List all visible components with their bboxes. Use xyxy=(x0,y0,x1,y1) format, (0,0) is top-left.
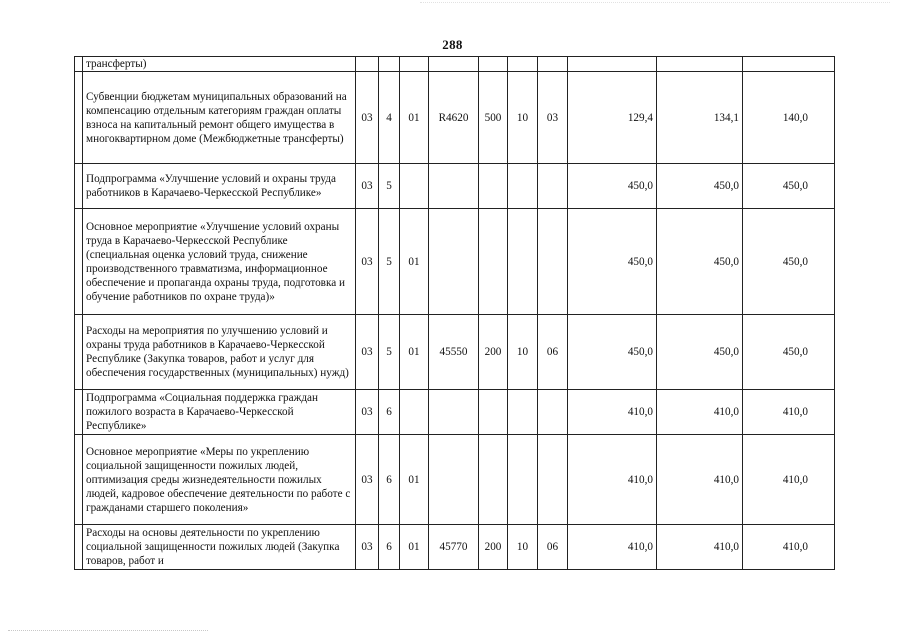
code-pr xyxy=(538,209,568,315)
code-vr xyxy=(479,164,508,209)
code-vr xyxy=(479,57,508,72)
row-index-cell xyxy=(75,72,83,164)
scan-artifact xyxy=(8,630,208,633)
amount-year-1: 410,0 xyxy=(568,390,657,435)
amount-year-2: 134,1 xyxy=(657,72,743,164)
budget-table xyxy=(74,56,835,570)
table-row xyxy=(75,525,835,570)
row-index-cell xyxy=(75,315,83,390)
code-direction xyxy=(429,164,479,209)
code-direction xyxy=(429,209,479,315)
amount-year-1: 450,0 xyxy=(568,315,657,390)
code-vr: 500 xyxy=(479,72,508,164)
row-name: Субвенции бюджетам муниципальных образований на компенсацию отдельным категориям граждан оплаты взноса на капитальный ремонт общего имущества в многоквартирном доме (Межбюджетные трансферты) xyxy=(83,72,356,164)
code-gp: 03 xyxy=(356,72,379,164)
row-index-cell xyxy=(75,525,83,570)
code-pp: 6 xyxy=(379,390,400,435)
amount-year-1: 410,0 xyxy=(568,525,657,570)
amount-year-3: 450,0 xyxy=(743,209,835,315)
table-row xyxy=(75,435,835,525)
code-rz xyxy=(508,390,538,435)
code-pp xyxy=(379,57,400,72)
amount-year-1 xyxy=(568,57,657,72)
amount-year-2: 410,0 xyxy=(657,525,743,570)
row-name: Подпрограмма «Социальная поддержка граждан пожилого возраста в Карачаево-Черкесской Республике» xyxy=(83,390,356,435)
code-pr xyxy=(538,390,568,435)
table-row xyxy=(75,390,835,435)
row-name: Подпрограмма «Улучшение условий и охраны труда работников в Карачаево-Черкесской Республике» xyxy=(83,164,356,209)
code-gp: 03 xyxy=(356,390,379,435)
code-om: 01 xyxy=(400,525,429,570)
table-row xyxy=(75,315,835,390)
amount-year-3: 410,0 xyxy=(743,390,835,435)
code-rz xyxy=(508,57,538,72)
code-pp: 6 xyxy=(379,435,400,525)
row-index-cell xyxy=(75,209,83,315)
code-om: 01 xyxy=(400,72,429,164)
code-vr: 200 xyxy=(479,315,508,390)
code-gp: 03 xyxy=(356,315,379,390)
amount-year-3: 140,0 xyxy=(743,72,835,164)
row-name: трансферты) xyxy=(83,57,356,72)
table-row xyxy=(75,209,835,315)
amount-year-1: 450,0 xyxy=(568,209,657,315)
code-om xyxy=(400,164,429,209)
code-pp: 4 xyxy=(379,72,400,164)
page-number: 288 xyxy=(442,37,463,52)
code-rz xyxy=(508,209,538,315)
amount-year-2: 410,0 xyxy=(657,390,743,435)
row-name: Основное мероприятие «Улучшение условий охраны труда в Карачаево-Черкесской Республике (специальная оценка условий труда, снижение производственного травматизма, информационное обеспечение и пропаганда охраны труда, подготовка и обучение работников по охране труда)» xyxy=(83,209,356,315)
code-gp: 03 xyxy=(356,164,379,209)
code-pp: 5 xyxy=(379,209,400,315)
code-direction: 45550 xyxy=(429,315,479,390)
code-vr xyxy=(479,435,508,525)
row-index-cell xyxy=(75,435,83,525)
code-vr: 200 xyxy=(479,525,508,570)
code-gp: 03 xyxy=(356,525,379,570)
amount-year-2: 450,0 xyxy=(657,164,743,209)
amount-year-1: 410,0 xyxy=(568,435,657,525)
amount-year-2: 450,0 xyxy=(657,209,743,315)
amount-year-2: 410,0 xyxy=(657,435,743,525)
code-pr xyxy=(538,164,568,209)
table-row xyxy=(75,164,835,209)
code-vr xyxy=(479,390,508,435)
amount-year-3 xyxy=(743,57,835,72)
code-rz xyxy=(508,164,538,209)
code-pr: 03 xyxy=(538,72,568,164)
table-row xyxy=(75,72,835,164)
row-index-cell xyxy=(75,57,83,72)
code-direction: R4620 xyxy=(429,72,479,164)
row-index-cell xyxy=(75,164,83,209)
code-rz: 10 xyxy=(508,315,538,390)
code-direction xyxy=(429,57,479,72)
code-vr xyxy=(479,209,508,315)
code-rz: 10 xyxy=(508,525,538,570)
code-pr xyxy=(538,57,568,72)
code-direction xyxy=(429,435,479,525)
code-om: 01 xyxy=(400,209,429,315)
amount-year-3: 450,0 xyxy=(743,315,835,390)
code-gp xyxy=(356,57,379,72)
row-index-cell xyxy=(75,390,83,435)
code-pr xyxy=(538,435,568,525)
code-pr: 06 xyxy=(538,315,568,390)
code-om xyxy=(400,390,429,435)
code-om xyxy=(400,57,429,72)
amount-year-3: 410,0 xyxy=(743,525,835,570)
code-om: 01 xyxy=(400,435,429,525)
row-name: Расходы на основы деятельности по укреплению социальной защищенности пожилых людей (Закупка товаров, работ и xyxy=(83,525,356,570)
row-name: Основное мероприятие «Меры по укреплению социальной защищенности пожилых людей, оптимизация среды жизнедеятельности пожилых людей, кадровое обеспечение деятельности по работе с гражданами старшего поколения» xyxy=(83,435,356,525)
code-pp: 6 xyxy=(379,525,400,570)
table-row xyxy=(75,57,835,72)
code-direction: 45770 xyxy=(429,525,479,570)
amount-year-2 xyxy=(657,57,743,72)
code-gp: 03 xyxy=(356,209,379,315)
code-rz xyxy=(508,435,538,525)
scan-artifact xyxy=(420,2,890,4)
amount-year-2: 450,0 xyxy=(657,315,743,390)
amount-year-1: 129,4 xyxy=(568,72,657,164)
amount-year-1: 450,0 xyxy=(568,164,657,209)
code-rz: 10 xyxy=(508,72,538,164)
code-pp: 5 xyxy=(379,164,400,209)
code-gp: 03 xyxy=(356,435,379,525)
code-pp: 5 xyxy=(379,315,400,390)
code-om: 01 xyxy=(400,315,429,390)
code-pr: 06 xyxy=(538,525,568,570)
code-direction xyxy=(429,390,479,435)
row-name: Расходы на мероприятия по улучшению условий и охраны труда работников в Карачаево-Черкесской Республике (Закупка товаров, работ и услуг для обеспечения государственных (муниципальных) нужд) xyxy=(83,315,356,390)
amount-year-3: 410,0 xyxy=(743,435,835,525)
amount-year-3: 450,0 xyxy=(743,164,835,209)
